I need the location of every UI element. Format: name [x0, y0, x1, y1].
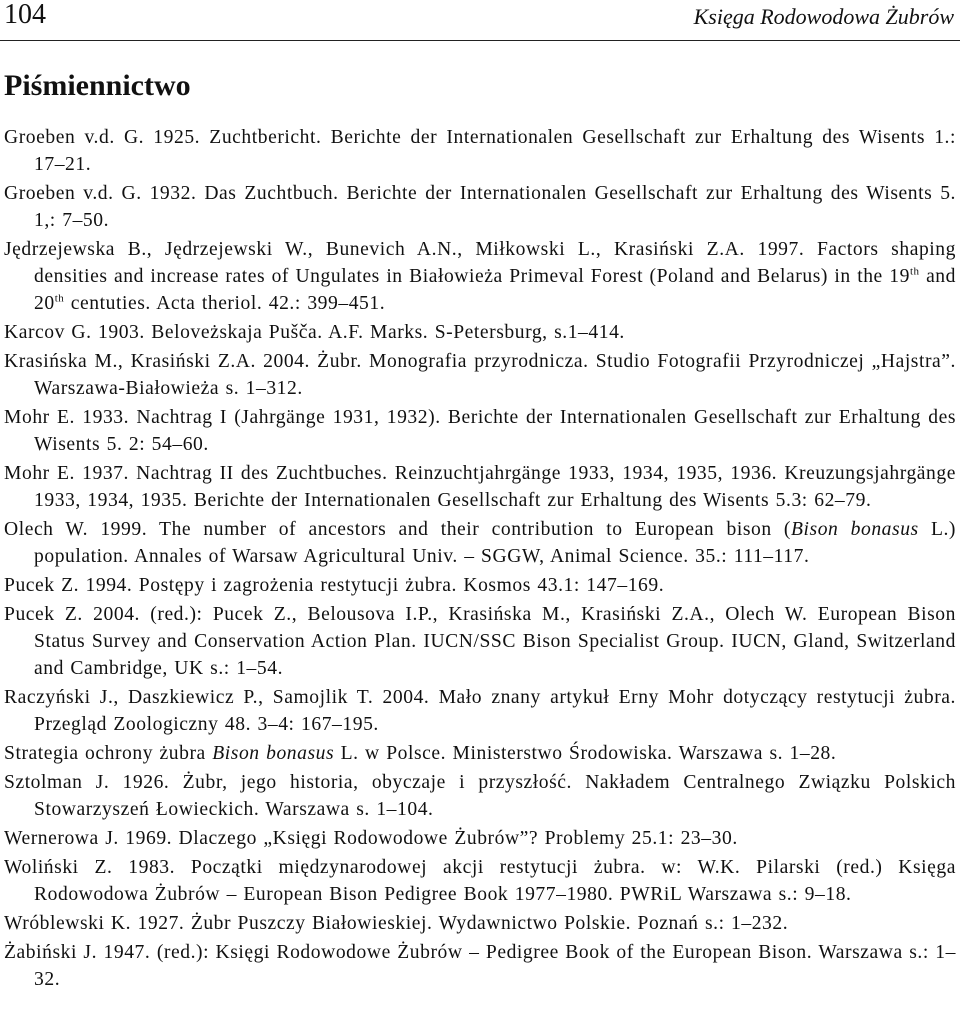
reference-text: L. w Polsce. Ministerstwo Środowiska. Warszawa s. 1–28. [334, 743, 837, 764]
reference-entry [4, 910, 956, 937]
reference-text: Sztolman J. 1926. Żubr, jego historia, obyczaje i przyszłość. Nakładem Centralnego Związku Polskich Stowarzyszeń Łowieckich. Warszawa s. 1–104. [4, 772, 956, 820]
reference-entry [4, 124, 956, 178]
reference-text: Groeben v.d. G. 1932. Das Zuchtbuch. Berichte der Internationalen Gesellschaft zur Erhaltung des Wisents 5. 1,: 7–50. [4, 183, 956, 231]
reference-entry [4, 348, 956, 402]
reference-text: Jędrzejewska B., Jędrzejewski W., Bunevich A.N., Miłkowski L., Krasiński Z.A. 1997. Factors shaping densities and increase rates of Ungulates in Białowieża Primeval Forest (Poland and Belarus) in the 19 [4, 239, 956, 287]
reference-entry [4, 939, 956, 993]
reference-entry [4, 740, 956, 767]
reference-entry [4, 319, 956, 346]
reference-text: Karcov G. 1903. Beloveżskaja Pušča. A.F. Marks. S-Petersburg, s.1–414. [4, 322, 625, 343]
page-header [0, 0, 960, 34]
reference-text: Woliński Z. 1983. Początki międzynarodowej akcji restytucji żubra. w: W.K. Pilarski (red.) Księga Rodowodowa Żubrów – European Bison Pedigree Book 1977–1980. PWRiL Warszawa s.: 9–18. [4, 857, 956, 905]
reference-text: centuties. Acta theriol. 42.: 399–451. [64, 293, 386, 314]
reference-text: Krasińska M., Krasiński Z.A. 2004. Żubr. Monografia przyrodnicza. Studio Fotografii Przyrodniczej „Hajstra”. Warszawa-Białowieża s. 1–312. [4, 351, 956, 399]
reference-entry [4, 516, 956, 570]
superscript-text: th [909, 265, 920, 278]
reference-text: L.) population. Annales of Warsaw Agricultural Univ. – SGGW, Animal Science. 35.: 111–117. [34, 519, 956, 567]
reference-text: Mohr E. 1933. Nachtrag I (Jahrgänge 1931, 1932). Berichte der Internationalen Gesellschaft zur Erhaltung des Wisents 5. 2: 54–60. [4, 407, 956, 455]
reference-entry [4, 769, 956, 823]
reference-text: and 20 [34, 266, 957, 314]
reference-text: Żabiński J. 1947. (red.): Księgi Rodowodowe Żubrów – Pedigree Book of the European Bison. Warszawa s.: 1–32. [4, 942, 956, 990]
reference-text: Raczyński J., Daszkiewicz P., Samojlik T. 2004. Mało znany artykuł Erny Mohr dotyczący restytucji żubra. Przegląd Zoologiczny 48. 3–4: 167–195. [4, 687, 956, 735]
reference-list [4, 124, 956, 995]
reference-text: Strategia ochrony żubra [4, 743, 213, 764]
reference-text: Wróblewski K. 1927. Żubr Puszczy Białowieskiej. Wydawnictwo Polskie. Poznań s.: 1–232. [4, 913, 789, 934]
reference-entry [4, 404, 956, 458]
header-rule [0, 40, 960, 41]
italic-text: Bison bonasus [212, 743, 335, 764]
reference-text: Wernerowa J. 1969. Dlaczego „Księgi Rodowodowe Żubrów”? Problemy 25.1: 23–30. [4, 828, 738, 849]
reference-text: Pucek Z. 1994. Postępy i zagrożenia restytucji żubra. Kosmos 43.1: 147–169. [4, 575, 665, 596]
reference-entry [4, 236, 956, 317]
reference-text: Mohr E. 1937. Nachtrag II des Zuchtbuches. Reinzuchtjahrgänge 1933, 1934, 1935, 1936. Kreuzungsjahrgänge 1933, 1934, 1935. Berichte der Internationalen Gesellschaft zur Erhaltung des Wisents 5.3: 62–79. [4, 463, 956, 511]
reference-entry [4, 460, 956, 514]
reference-text: Pucek Z. 2004. (red.): Pucek Z., Belousova I.P., Krasińska M., Krasiński Z.A., Olech W. European Bison Status Survey and Conservation Action Plan. IUCN/SSC Bison Specialist Group. IUCN, Gland, Switzerland and Cambridge, UK s.: 1–54. [4, 604, 956, 679]
reference-entry [4, 854, 956, 908]
reference-text: Olech W. 1999. The number of ancestors and their contribution to European bison ( [4, 519, 792, 540]
italic-text: Bison bonasus [791, 519, 919, 540]
page-number: 104 [4, 0, 46, 30]
reference-entry [4, 572, 956, 599]
running-title: Księga Rodowodowa Żubrów [693, 4, 954, 29]
reference-text: Groeben v.d. G. 1925. Zuchtbericht. Berichte der Internationalen Gesellschaft zur Erhaltung des Wisents 1.: 17–21. [4, 127, 956, 175]
reference-entry [4, 825, 956, 852]
superscript-text: th [54, 292, 65, 305]
reference-entry [4, 601, 956, 682]
reference-entry [4, 684, 956, 738]
reference-entry [4, 180, 956, 234]
section-title: Piśmiennictwo [4, 69, 191, 102]
